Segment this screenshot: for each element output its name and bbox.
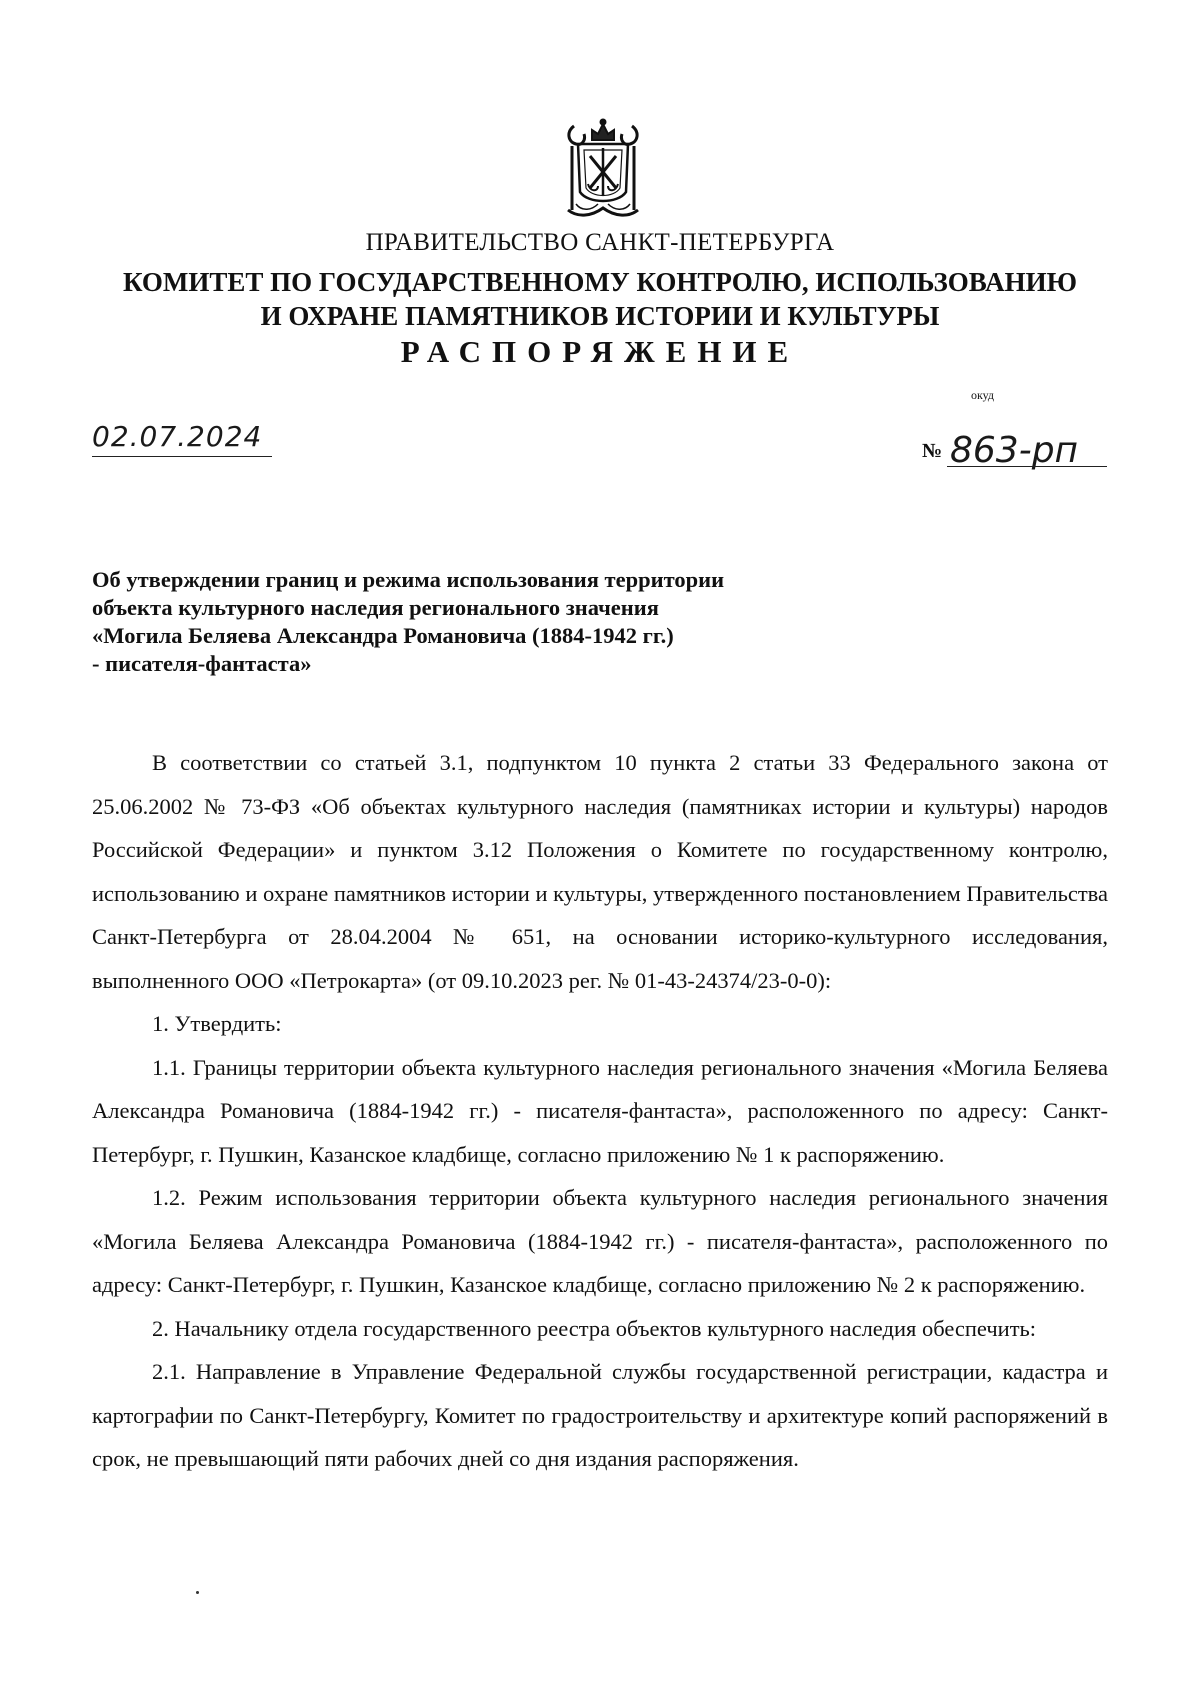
item-1-1: 1.1. Границы территории объекта культурного наследия регионального значения «Могила Беляева Александра Романовича (1884-1942 гг.) - писателя-фантаста», расположенного по адресу: Санкт-Петербург, г. Пушкин, Казанское кладбище, согласно приложению № 1 к распоряжению. bbox=[92, 1054, 1108, 1167]
subject-line-4: - писателя-фантаста» bbox=[92, 651, 312, 676]
subject-line-1: Об утверждении границ и режима использования территории bbox=[92, 567, 725, 592]
committee-title-line-1: КОМИТЕТ ПО ГОСУДАРСТВЕННОМУ КОНТРОЛЮ, ИСПОЛЬЗОВАНИЮ bbox=[123, 267, 1077, 297]
item-2: 2. Начальнику отдела государственного реестра объектов культурного наследия обеспечить: bbox=[152, 1315, 1037, 1341]
government-title: ПРАВИТЕЛЬСТВО САНКТ-ПЕТЕРБУРГА bbox=[365, 229, 835, 256]
okud-label: окуд bbox=[971, 388, 995, 402]
document-body bbox=[92, 741, 1108, 1481]
document-number: 863-рп bbox=[950, 430, 1079, 471]
document-type: РАСПОРЯЖЕНИЕ bbox=[400, 334, 800, 369]
document-subject bbox=[92, 566, 832, 678]
document-date: 02.07.2024 bbox=[92, 420, 263, 453]
scan-speck bbox=[196, 1591, 199, 1594]
item-1-2: 1.2. Режим использования территории объекта культурного наследия регионального значения «Могила Беляева Александра Романовича (1884-1942 гг.) - писателя-фантаста», расположенного по адресу: Санкт-Петербург, г. Пушкин, Казанское кладбище, согласно приложению № 2 к распоряжению. bbox=[92, 1185, 1108, 1297]
item-2-1: 2.1. Направление в Управление Федеральной службы государственной регистрации, кадастра и картографии по Санкт-Петербургу, Комитет по градостроительству и архитектуре копий распоряжений в срок, не превышающий пяти рабочих дней со дня издания распоряжения. bbox=[92, 1359, 1108, 1471]
item-1: 1. Утвердить: bbox=[152, 1011, 282, 1036]
coat-of-arms-icon bbox=[562, 118, 644, 220]
committee-title-line-2: И ОХРАНЕ ПАМЯТНИКОВ ИСТОРИИ И КУЛЬТУРЫ bbox=[260, 301, 940, 331]
subject-line-2: объекта культурного наследия регионального значения bbox=[92, 595, 659, 620]
number-sign: № bbox=[922, 440, 943, 462]
date-underline bbox=[92, 456, 272, 457]
committee-title bbox=[0, 265, 1200, 333]
preamble-paragraph: В соответствии со статьей 3.1, подпунктом 10 пункта 2 статьи 33 Федерального закона от 25.06.2002 № 73-ФЗ «Об объектах культурного наследия (памятниках истории и культуры) народов Российской Федерации» и пунктом 3.12 Положения о Комитете по государственному контролю, использованию и охране памятников истории и культуры, утвержденного постановлением Правительства Санкт-Петербурга от 28.04.2004 № 651, на основании историко-культурного исследования, выполненного ООО «Петрокарта» (от 09.10.2023 рег. № 01-43-24374/23-0-0): bbox=[92, 750, 1108, 993]
number-underline bbox=[947, 466, 1107, 467]
subject-line-3: «Могила Беляева Александра Романовича (1884-1942 гг.) bbox=[92, 623, 674, 648]
